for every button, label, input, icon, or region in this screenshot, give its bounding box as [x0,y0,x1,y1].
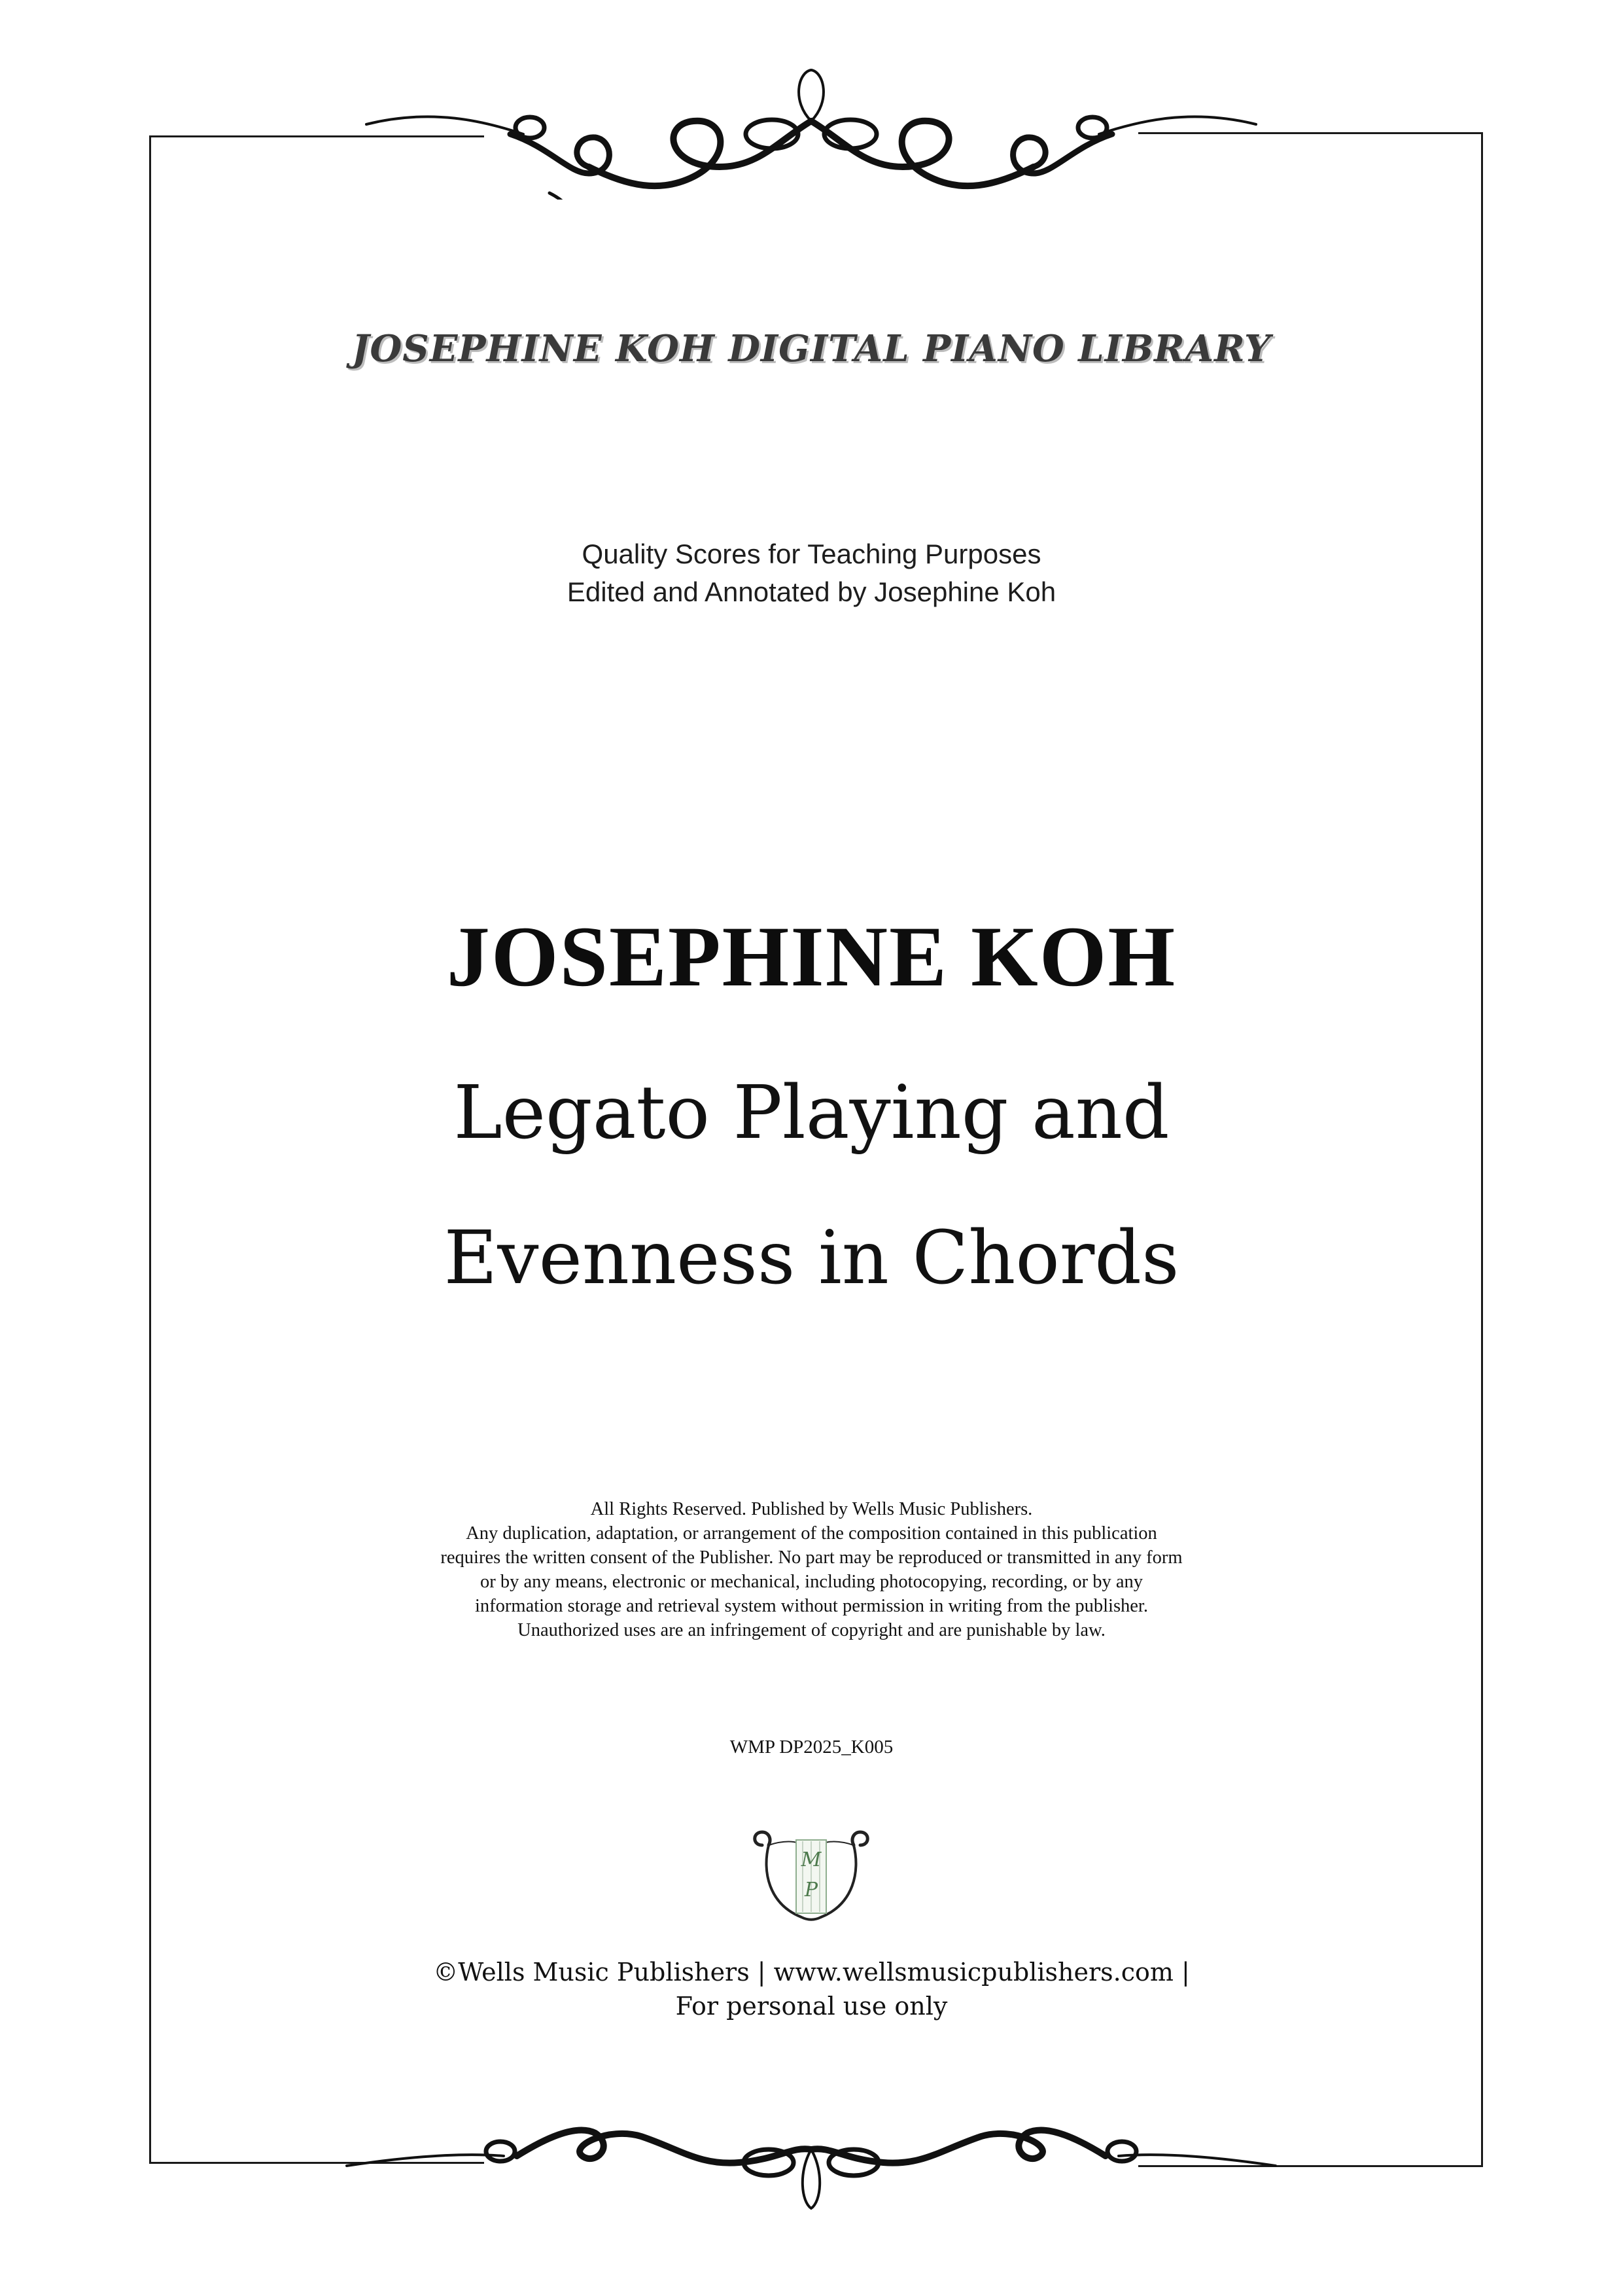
composer-name: JOSEPHINE KOH [446,908,1177,1004]
publisher-footer [0,1955,1623,2023]
series-title: JOSEPHINE KOH DIGITAL PIANO LIBRARY [352,327,1271,370]
rights-line: All Rights Reserved. Published by Wells Music Publishers. [590,1499,1033,1519]
rights-line: information storage and retrieval system without permission in writing from the publisher. [475,1596,1148,1616]
lyre-logo-icon [749,1826,873,1924]
footer-line-1: ©Wells Music Publishers | www.wellsmusicpublishers.com | [433,1958,1190,1987]
piece-title-line-2: Evenness in Chords [444,1216,1179,1301]
rights-line: requires the written consent of the Publisher. No part may be reproduced or transmitted in any form [440,1547,1183,1568]
logo-letter-p: P [804,1879,818,1901]
rights-line: Unauthorized uses are an infringement of copyright and are punishable by law. [517,1620,1106,1640]
bottom-flourish-ornament [334,2087,1289,2218]
top-flourish-ornament [353,62,1269,200]
footer-line-2: For personal use only [675,1992,948,2021]
piece-title [0,1040,1623,1331]
piece-title-line-1: Legato Playing and [453,1070,1170,1156]
tagline-line-2: Edited and Annotated by Josephine Koh [567,576,1056,607]
logo-letter-m: M [801,1848,822,1871]
tagline [0,535,1623,611]
copyright-notice [0,1497,1623,1642]
rights-line: Any duplication, adaptation, or arrangement of the composition contained in this publication [466,1523,1157,1544]
rights-line: or by any means, electronic or mechanical, including photocopying, recording, or by any [480,1572,1143,1592]
tagline-line-1: Quality Scores for Teaching Purposes [582,539,1041,569]
catalog-number: WMP DP2025_K005 [729,1737,894,1757]
